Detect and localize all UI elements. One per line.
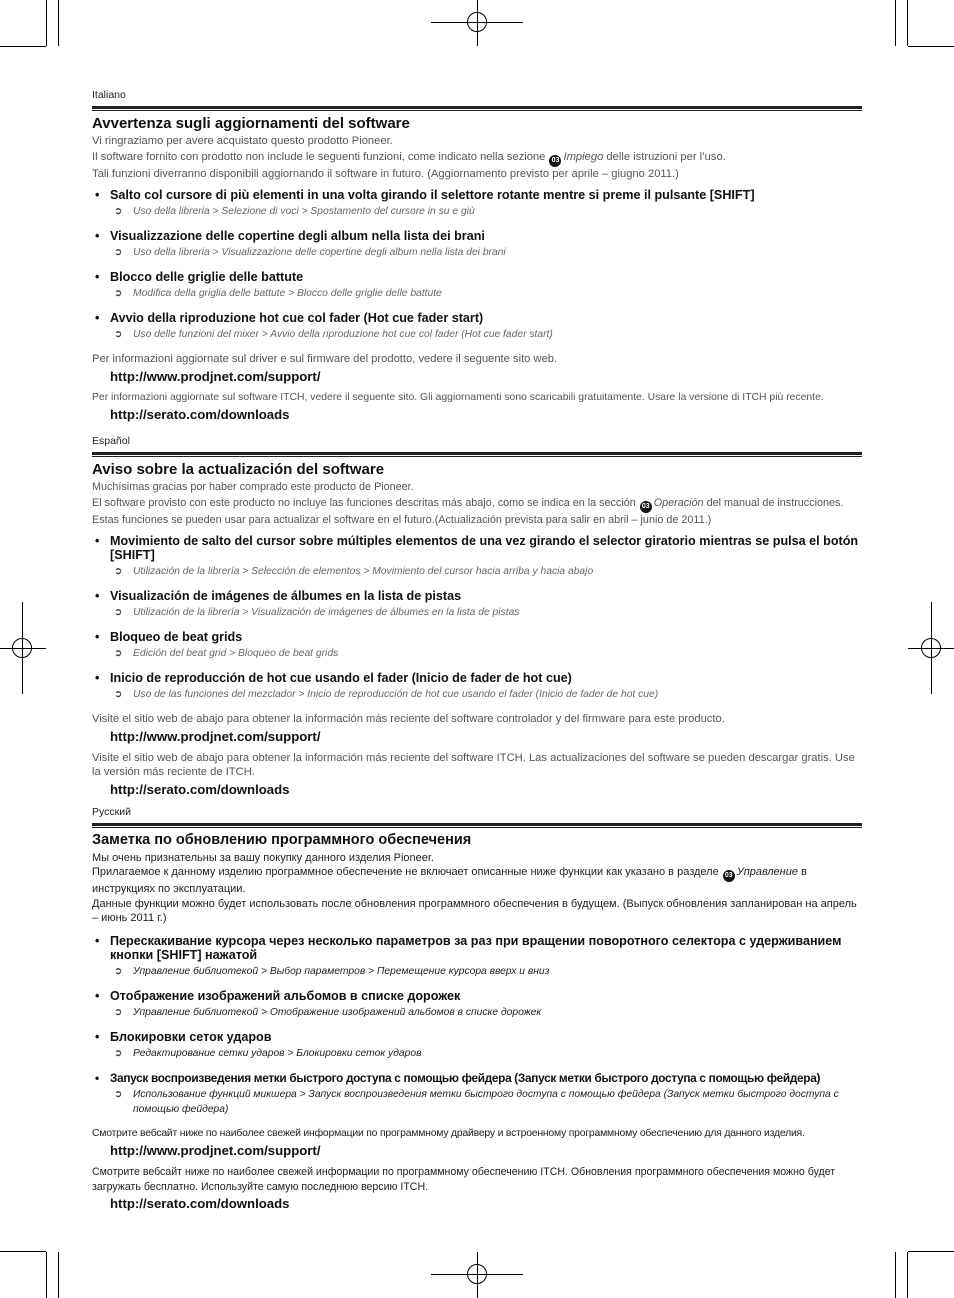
language-label: Русский xyxy=(92,805,131,818)
feature-path: Управление библиотекой > Отображение изображений альбомов в списке дорожек xyxy=(133,1006,542,1018)
feature-list xyxy=(92,534,862,702)
downloads-link[interactable]: http://serato.com/downloads xyxy=(110,1196,290,1211)
arrow-right-icon: ➲ xyxy=(114,329,123,340)
arrow-right-icon: ➲ xyxy=(114,648,123,659)
list-item xyxy=(92,589,862,620)
downloads-link[interactable]: http://serato.com/downloads xyxy=(110,781,290,797)
feature-title: Перескакивание курсора через несколько параметров за раз при вращении поворотного селектора с удерживанием кнопки [SHIFT] нажатой xyxy=(110,933,842,962)
intro-line: Muchísimas gracias por haber comprado este producto de Pioneer. xyxy=(92,481,414,493)
bullet-icon: • xyxy=(95,229,100,243)
section-title: Aviso sobre la actualización del software xyxy=(92,461,385,478)
section-title: Avvertenza sugli aggiornamenti del software xyxy=(92,115,410,132)
arrow-right-icon: ➲ xyxy=(114,1088,123,1100)
intro-text xyxy=(92,480,862,528)
bullet-icon: • xyxy=(95,534,100,548)
intro-text xyxy=(92,134,862,182)
list-item xyxy=(92,188,862,219)
feature-title: Блокировки сеток ударов xyxy=(110,1029,272,1044)
section-rule xyxy=(92,823,862,828)
section-reference: Управление xyxy=(736,866,798,878)
feature-path: Utilización de la librería > Visualización de imágenes de álbumes en la lista de pistas xyxy=(133,607,520,618)
arrow-right-icon: ➲ xyxy=(114,566,123,577)
feature-path: Uso della libreria > Visualizzazione delle copertine degli album nella lista dei brani xyxy=(133,247,506,258)
downloads-link[interactable]: http://serato.com/downloads xyxy=(110,407,290,422)
section-spanish xyxy=(92,435,862,798)
itch-note: Смотрите вебсайт ниже по наиболее свежей информации по программному обеспечению ITCH. Обновления программного обеспечения можно будет загружать бесплатно. Используйте самую последнюю версию ITCH. xyxy=(92,1166,836,1193)
feature-title: Inicio de reproducción de hot cue usando el fader (Inicio de fader de hot cue) xyxy=(110,671,572,685)
feature-title: Запуск воспроизведения метки быстрого доступа с помощью фейдера (Запуск метки быстрого доступа с помощью фейдера) xyxy=(110,1070,821,1085)
intro-line: Estas funciones se pueden usar para actualizar el software en el futuro.(Actualización prevista para salir en abril – junio de 2011.) xyxy=(92,513,712,526)
document-body xyxy=(92,89,862,1212)
section-reference: Impiego xyxy=(563,150,604,163)
arrow-right-icon: ➲ xyxy=(114,1047,123,1059)
intro-text-segment: El software provisto con este producto no incluye las funciones descritas más abajo, como se indica en la sección xyxy=(92,496,636,509)
bullet-icon: • xyxy=(95,988,100,1003)
list-item xyxy=(92,229,862,260)
support-note: Visite el sitio web de abajo para obtener la información más reciente del software controlador y del firmware para este producto. xyxy=(92,713,725,725)
list-item xyxy=(92,989,862,1020)
support-link[interactable]: http://www.prodjnet.com/support/ xyxy=(110,368,321,384)
arrow-right-icon: ➲ xyxy=(114,965,123,977)
arrow-right-icon: ➲ xyxy=(114,1006,123,1018)
intro-text-segment: delle istruzioni per l’uso. xyxy=(606,150,726,163)
feature-title: Movimiento de salto del cursor sobre múltiples elementos de una vez girando el selector giratorio mientras se pulsa el botón [SHIFT] xyxy=(110,534,859,562)
section-number-icon: 03 xyxy=(723,870,735,882)
itch-note: Per informazioni aggiornate sul software ITCH, vedere il seguente sito. Gli aggiornamenti sono scaricabili gratuitamente. Usare la versione di ITCH più recente. xyxy=(92,391,824,403)
intro-text xyxy=(92,851,862,926)
arrow-right-icon: ➲ xyxy=(114,607,123,618)
intro-line: Мы очень признательны за вашу покупку данного изделия Pioneer. xyxy=(92,851,434,864)
feature-title: Отображение изображений альбомов в списке дорожек xyxy=(110,988,461,1003)
feature-path: Редактирование сетки ударов > Блокировки сеток ударов xyxy=(133,1047,422,1059)
bullet-icon: • xyxy=(95,671,100,685)
arrow-right-icon: ➲ xyxy=(114,689,123,700)
list-item xyxy=(92,270,862,301)
language-label: Italiano xyxy=(92,89,126,101)
feature-title: Blocco delle griglie delle battute xyxy=(110,270,304,284)
bullet-icon: • xyxy=(95,311,100,325)
feature-path: Управление библиотекой > Выбор параметров > Перемещение курсора вверх и вниз xyxy=(133,965,550,977)
itch-note: Visite el sitio web de abajo para obtener la información más reciente del software ITCH. Las actualizaciones del software se pueden descargar gratis. Use la versión más reciente de ITCH. xyxy=(92,751,855,778)
section-rule xyxy=(92,452,862,457)
intro-text-segment: del manual de instrucciones. xyxy=(706,496,844,509)
list-item xyxy=(92,630,862,661)
bullet-icon: • xyxy=(95,933,100,948)
intro-line: Tali funzioni diverranno disponibili aggiornando il software in futuro. (Aggiornamento previsto per aprile – giugno 2011.) xyxy=(92,167,679,180)
section-number-icon: 03 xyxy=(549,155,561,167)
feature-title: Bloqueo de beat grids xyxy=(110,630,243,644)
intro-line xyxy=(92,150,862,167)
list-item xyxy=(92,534,862,579)
feature-path: Uso delle funzioni del mixer > Avvio della riproduzione hot cue col fader (Hot cue fader start) xyxy=(133,329,553,340)
bullet-icon: • xyxy=(95,589,100,603)
support-note: Смотрите вебсайт ниже по наиболее свежей информации по программному драйверу и встроенному программному обеспечению для данного изделия. xyxy=(92,1127,805,1139)
arrow-right-icon: ➲ xyxy=(114,288,123,299)
feature-title: Salto col cursore di più elementi in una volta girando il selettore rotante mentre si preme il pulsante [SHIFT] xyxy=(110,188,755,202)
feature-list xyxy=(92,934,862,1117)
bullet-icon: • xyxy=(95,1029,100,1044)
section-italian xyxy=(92,89,862,423)
list-item xyxy=(92,1030,862,1061)
bullet-icon: • xyxy=(95,1070,99,1085)
feature-path: Edición del beat grid > Bloqueo de beat grids xyxy=(133,648,339,659)
section-reference: Operación xyxy=(653,496,704,509)
intro-line: Данные функции можно будет использовать после обновления программного обеспечения в будущем. (Выпуск обновления запланирован на апрель – июнь 2011 г.) xyxy=(92,897,857,924)
feature-list xyxy=(92,188,862,342)
intro-line xyxy=(92,865,862,897)
arrow-right-icon: ➲ xyxy=(114,206,123,217)
support-link[interactable]: http://www.prodjnet.com/support/ xyxy=(110,728,321,744)
feature-path: Uso de las funciones del mezclador > Inicio de reproducción de hot cue usando el fader (Inicio de fader de hot cue) xyxy=(133,689,659,700)
feature-title: Visualizzazione delle copertine degli album nella lista dei brani xyxy=(110,229,485,243)
list-item xyxy=(92,311,862,342)
bullet-icon: • xyxy=(95,188,100,202)
section-title: Заметка по обновлению программного обеспечения xyxy=(92,831,472,848)
support-note: Per informazioni aggiornate sul driver e sul firmware del prodotto, vedere il seguente sito web. xyxy=(92,353,558,365)
list-item xyxy=(92,934,862,979)
arrow-right-icon: ➲ xyxy=(114,247,123,258)
bullet-icon: • xyxy=(95,630,100,644)
intro-text-segment: в инструкциях по эксплуатации. xyxy=(92,866,807,895)
intro-line xyxy=(92,496,862,513)
feature-path: Modifica della griglia delle battute > Blocco delle griglie delle battute xyxy=(133,288,442,299)
feature-path: Utilización de la librería > Selección de elementos > Movimiento del cursor hacia arriba y hacia abajo xyxy=(133,566,594,577)
list-item xyxy=(92,1071,862,1117)
support-link[interactable]: http://www.prodjnet.com/support/ xyxy=(110,1143,321,1158)
section-russian xyxy=(92,806,862,1213)
feature-title: Visualización de imágenes de álbumes en la lista de pistas xyxy=(110,589,462,603)
intro-line: Vi ringraziamo per avere acquistato questo prodotto Pioneer. xyxy=(92,135,393,147)
intro-text-segment: Прилагаемое к данному изделию программное обеспечение не включает описанные ниже функции как указано в разделе xyxy=(92,866,719,878)
section-number-icon: 03 xyxy=(640,501,652,513)
bullet-icon: • xyxy=(95,270,100,284)
feature-path: Использование функций микшера > Запуск воспроизведения метки быстрого доступа с помощью фейдера (Запуск метки быстрого доступа с помощью фейдера) xyxy=(133,1088,839,1115)
intro-text-segment: Il software fornito con prodotto non include le seguenti funzioni, come indicato nella sezione xyxy=(92,150,546,163)
section-rule xyxy=(92,106,862,111)
list-item xyxy=(92,671,862,702)
feature-title: Avvio della riproduzione hot cue col fader (Hot cue fader start) xyxy=(110,311,484,325)
feature-path: Uso della libreria > Selezione di voci > Spostamento del cursore in su e giù xyxy=(133,206,475,217)
language-label: Español xyxy=(92,435,130,447)
